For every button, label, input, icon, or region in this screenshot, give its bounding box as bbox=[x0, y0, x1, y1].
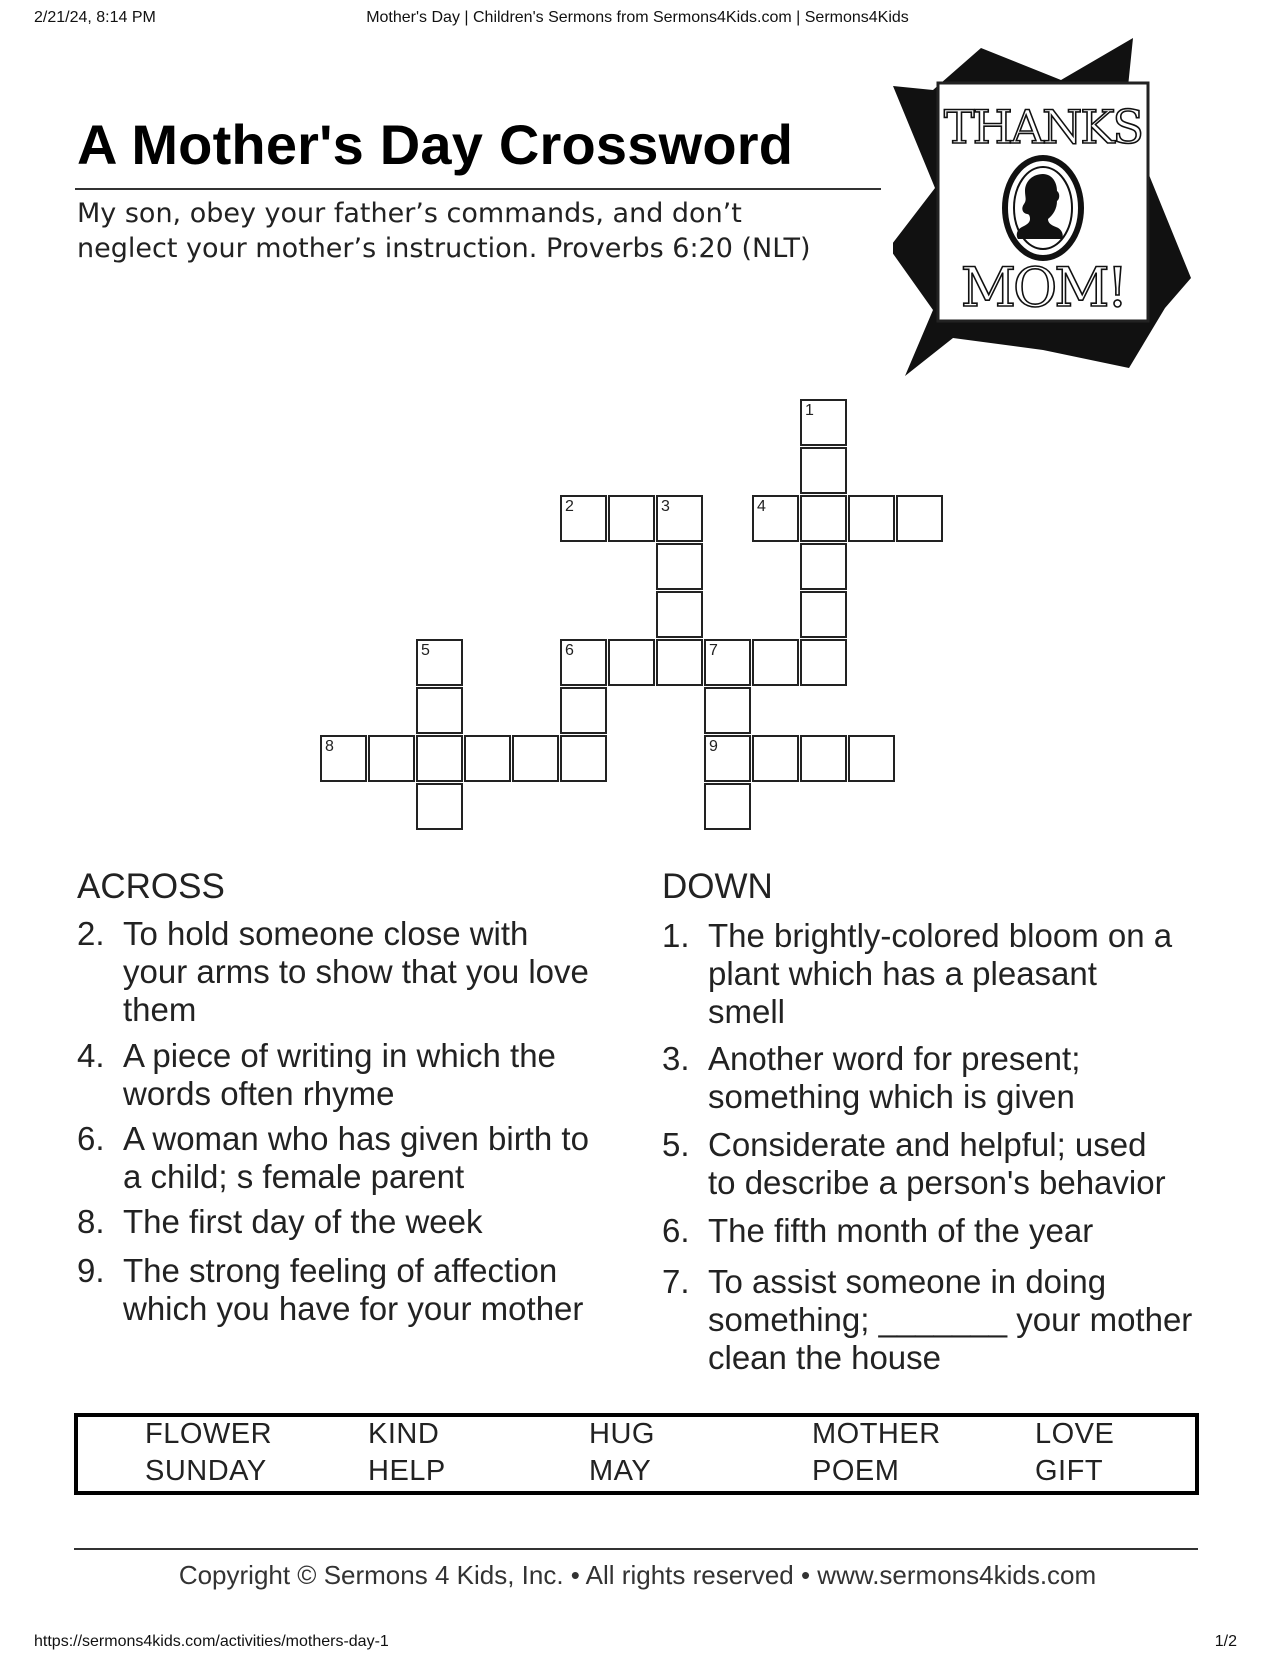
crossword-cell[interactable] bbox=[752, 495, 799, 542]
crossword-cell[interactable] bbox=[608, 639, 655, 686]
clue-line: The strong feeling of affection bbox=[123, 1252, 558, 1289]
clue-line: your arms to show that you love bbox=[123, 953, 589, 990]
crossword-cell[interactable] bbox=[560, 639, 607, 686]
clue-number: 4 bbox=[757, 498, 766, 515]
crossword-cell[interactable] bbox=[800, 495, 847, 542]
clue-line: A piece of writing in which the bbox=[123, 1037, 556, 1074]
clue-line: Considerate and helpful; used bbox=[708, 1126, 1147, 1163]
across-clue bbox=[77, 1252, 637, 1328]
word-bank-item: POEM bbox=[812, 1455, 900, 1487]
clue-number: 4. bbox=[77, 1037, 105, 1074]
word-bank-item: GIFT bbox=[1035, 1455, 1104, 1487]
crossword-cell[interactable] bbox=[848, 495, 895, 542]
crossword-cell[interactable] bbox=[368, 735, 415, 782]
crossword-cell[interactable] bbox=[800, 591, 847, 638]
clue-line: Another word for present; bbox=[708, 1040, 1081, 1077]
clue-line: clean the house bbox=[708, 1339, 942, 1376]
print-page-title: Mother's Day | Children's Sermons from Sermons4Kids.com | Sermons4Kids bbox=[366, 9, 909, 26]
word-bank-item: HUG bbox=[589, 1418, 655, 1450]
across-heading: ACROSS bbox=[77, 867, 225, 906]
crossword-cell[interactable] bbox=[656, 495, 703, 542]
clue-line: The fifth month of the year bbox=[708, 1212, 1094, 1249]
clue-number: 8. bbox=[77, 1203, 105, 1240]
logo-bottom-text: MOM! bbox=[960, 256, 1126, 319]
print-date: 2/21/24, 8:14 PM bbox=[34, 9, 156, 26]
clue-number: 1. bbox=[662, 917, 690, 954]
crossword-cell[interactable] bbox=[704, 639, 751, 686]
down-heading: DOWN bbox=[662, 867, 773, 906]
clue-number: 6. bbox=[662, 1212, 690, 1249]
verse-line: My son, obey your father’s commands, and don’t bbox=[77, 198, 742, 229]
crossword-cell[interactable] bbox=[512, 735, 559, 782]
clue-line: To assist someone in doing bbox=[708, 1263, 1107, 1300]
across-clue bbox=[77, 1037, 637, 1113]
word-bank-item: FLOWER bbox=[145, 1418, 273, 1450]
bible-verse bbox=[77, 196, 897, 266]
down-clue bbox=[662, 1263, 1242, 1377]
crossword-cell[interactable] bbox=[896, 495, 943, 542]
clue-line: something; _______ your mother bbox=[708, 1301, 1193, 1338]
copyright-text: Copyright © Sermons 4 Kids, Inc. • All rights reserved • www.sermons4kids.com bbox=[178, 1560, 1097, 1590]
crossword-cell[interactable] bbox=[560, 687, 607, 734]
crossword-cell[interactable] bbox=[608, 495, 655, 542]
crossword-cell[interactable] bbox=[800, 735, 847, 782]
clue-line: The brightly-colored bloom on a bbox=[708, 917, 1173, 954]
print-page-number: 1/2 bbox=[1214, 1633, 1237, 1650]
word-bank-item: LOVE bbox=[1035, 1418, 1115, 1450]
crossword-cell[interactable] bbox=[656, 639, 703, 686]
word-bank-item: KIND bbox=[368, 1418, 440, 1450]
clue-number: 5. bbox=[662, 1126, 690, 1163]
clue-number: 6. bbox=[77, 1120, 105, 1157]
crossword-cell[interactable] bbox=[752, 639, 799, 686]
clue-number: 2 bbox=[565, 498, 574, 515]
word-bank-item: MOTHER bbox=[812, 1418, 941, 1450]
verse-line: neglect your mother’s instruction. Proverbs 6:20 (NLT) bbox=[77, 233, 811, 264]
clue-number: 9. bbox=[77, 1252, 105, 1289]
clue-number: 7 bbox=[709, 642, 718, 659]
clue-number: 7. bbox=[662, 1263, 690, 1300]
crossword-cell[interactable] bbox=[704, 783, 751, 830]
crossword-cell[interactable] bbox=[464, 735, 511, 782]
crossword-cell[interactable] bbox=[416, 639, 463, 686]
clue-line: a child; s female parent bbox=[123, 1158, 465, 1195]
clue-number: 2. bbox=[77, 915, 105, 952]
crossword-cell[interactable] bbox=[800, 543, 847, 590]
print-url: https://sermons4kids.com/activities/mothers-day-1 bbox=[34, 1633, 389, 1650]
across-clue bbox=[77, 915, 637, 1029]
logo-top-text: THANKS bbox=[943, 100, 1143, 154]
clue-line: which you have for your mother bbox=[123, 1290, 584, 1327]
crossword-cell[interactable] bbox=[656, 591, 703, 638]
clue-number: 1 bbox=[805, 402, 814, 419]
clue-line: words often rhyme bbox=[123, 1075, 395, 1112]
crossword-cell[interactable] bbox=[416, 783, 463, 830]
clue-number: 8 bbox=[325, 738, 334, 755]
worksheet-title: A Mother's Day Crossword bbox=[77, 113, 794, 176]
clue-line: plant which has a pleasant bbox=[708, 955, 1097, 992]
clue-line: A woman who has given birth to bbox=[123, 1120, 589, 1157]
crossword-cell[interactable] bbox=[704, 735, 751, 782]
crossword-cell[interactable] bbox=[560, 495, 607, 542]
crossword-cell[interactable] bbox=[752, 735, 799, 782]
clue-number: 3. bbox=[662, 1040, 690, 1077]
down-clue bbox=[662, 917, 1242, 1031]
clue-line: To hold someone close with bbox=[123, 915, 529, 952]
down-clue bbox=[662, 1040, 1242, 1116]
crossword-cell[interactable] bbox=[800, 399, 847, 446]
clue-number: 6 bbox=[565, 642, 574, 659]
crossword-cell[interactable] bbox=[416, 687, 463, 734]
across-clue bbox=[77, 1203, 637, 1241]
clue-number: 3 bbox=[661, 498, 670, 515]
clue-number: 9 bbox=[709, 738, 718, 755]
crossword-cell[interactable] bbox=[560, 735, 607, 782]
thanks-mom-logo bbox=[893, 38, 1203, 376]
clue-line: them bbox=[123, 991, 197, 1028]
word-bank-item: HELP bbox=[368, 1455, 446, 1487]
clue-line: The first day of the week bbox=[123, 1203, 483, 1240]
clue-line: smell bbox=[708, 993, 786, 1030]
crossword-cell[interactable] bbox=[656, 543, 703, 590]
crossword-cell[interactable] bbox=[800, 447, 847, 494]
clue-line: something which is given bbox=[708, 1078, 1075, 1115]
crossword-cell[interactable] bbox=[848, 735, 895, 782]
crossword-cell[interactable] bbox=[704, 687, 751, 734]
crossword-cell[interactable] bbox=[320, 735, 367, 782]
crossword-cell[interactable] bbox=[416, 735, 463, 782]
across-clue bbox=[77, 1120, 637, 1196]
down-clue bbox=[662, 1212, 1242, 1250]
crossword-cell[interactable] bbox=[800, 639, 847, 686]
copyright-divider bbox=[74, 1548, 1198, 1550]
title-divider bbox=[75, 188, 881, 190]
clue-line: to describe a person's behavior bbox=[708, 1164, 1166, 1201]
word-bank-item: SUNDAY bbox=[145, 1455, 267, 1487]
down-clue bbox=[662, 1126, 1242, 1202]
word-bank-item: MAY bbox=[589, 1455, 652, 1487]
clue-number: 5 bbox=[421, 642, 430, 659]
